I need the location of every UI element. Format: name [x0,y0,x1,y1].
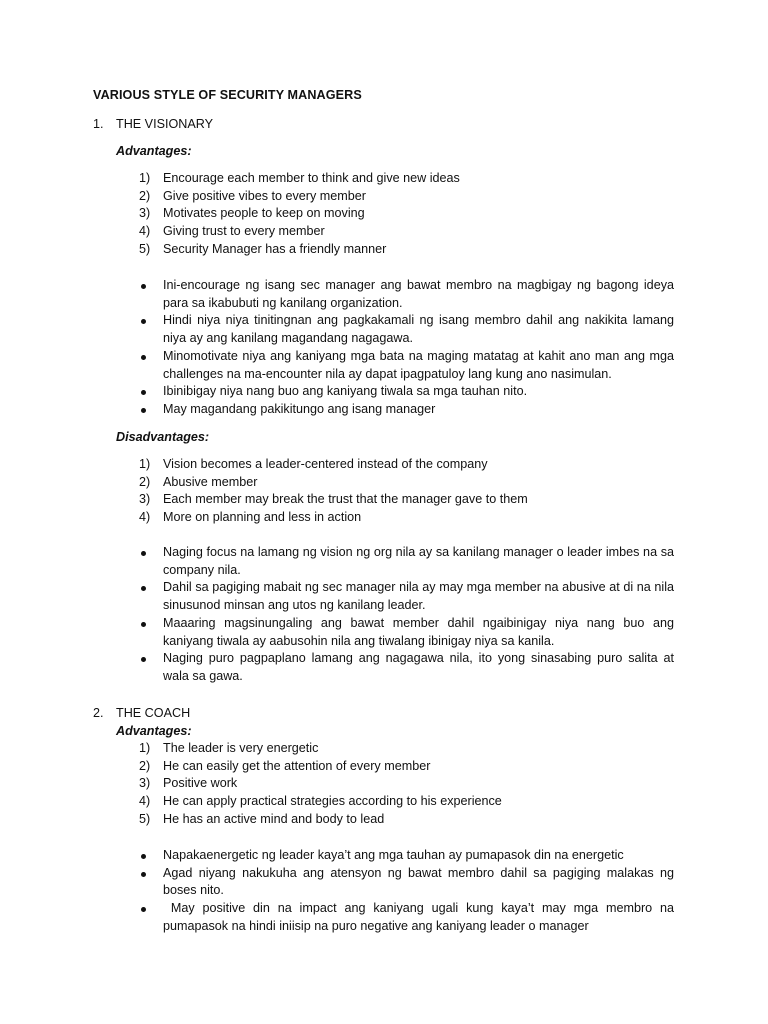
bullet-icon [141,408,146,413]
list-item [139,241,679,259]
bullet-item [139,650,674,685]
bullet-text: Hindi niya niya tinitingnan ang pagkakamali ng isang membro dahil ang nakikita lamang niya ay ang kanilang magandang nagagawa. [163,313,674,346]
item-text: Giving trust to every member [163,224,325,239]
bullet-text: Ini-encourage ng isang sec manager ang bawat membro na magbigay ng bagong ideya para sa ikabubuti ng kanilang organization. [163,278,674,310]
bullet-text: Ibinibigay niya nang buo ang kaniyang tiwala sa mga tauhan nito. [163,384,528,399]
advantages-label: Advantages: [116,724,192,738]
bullet-text: Naging focus na lamang ng vision ng org nila ay sa kanilang manager o leader imbes na sa company nila. [163,545,674,577]
list-item [139,491,679,509]
advantages-label: Advantages: [116,144,192,158]
list-item [139,170,679,188]
list-item [139,793,679,811]
section-heading-coach [93,706,190,720]
bullet-icon [141,907,146,912]
document-title: VARIOUS STYLE OF SECURITY MANAGERS [93,88,362,102]
item-number: 2) [139,474,151,489]
item-number: 5) [139,241,151,256]
bullet-item [139,277,674,312]
visionary-advantages-notes [139,277,674,419]
coach-advantages-list [139,740,679,828]
bullet-icon [141,319,146,324]
list-item [139,474,679,492]
item-text: The leader is very energetic [163,741,319,755]
list-item [139,188,679,206]
bullet-text: May positive din na impact ang kaniyang ugali kung kaya’t may mga membro na pumapasok na hindi iniisip na puro negative ang kaniyang leader o manager [163,901,678,933]
list-item [139,456,679,474]
item-number: 3) [139,776,151,791]
item-text: Security Manager has a friendly manner [163,241,387,256]
item-text: Positive work [163,776,238,791]
bullet-text: Agad niyang nakukuha ang atensyon ng bawat membro dahil sa pagiging malakas ng boses nito. [163,865,674,898]
bullet-icon [141,551,146,556]
bullet-item [139,401,674,419]
bullet-text: May magandang pakikitungo ang isang manager [163,401,436,416]
bullet-text: Naging puro pagpaplano lamang ang nagagawa nila, ito yong sinasabing puro salita at wala sa gawa. [163,651,674,683]
item-number: 1) [139,741,151,755]
item-number: 4) [139,224,151,239]
item-number: 1) [139,457,151,471]
item-number: 4) [139,794,151,809]
bullet-item [139,312,674,347]
coach-advantages-notes [139,847,678,936]
item-text: Vision becomes a leader-centered instead of the company [163,457,488,471]
item-text: He has an active mind and body to lead [163,811,385,826]
bullet-item [139,847,674,865]
list-item [139,811,679,829]
list-item [139,775,679,793]
bullet-item [139,579,674,614]
item-text: He can apply practical strategies according to his experience [163,794,502,809]
bullet-icon [141,872,146,877]
item-text: Abusive member [163,474,258,489]
item-number: 3) [139,492,151,507]
section-number: 2. [93,706,104,720]
visionary-disadvantages-list [139,456,679,527]
section-title: THE COACH [116,706,191,720]
item-text: Give positive vibes to every member [163,188,366,203]
list-item [139,740,679,758]
item-number: 5) [139,811,151,826]
item-number: 3) [139,206,151,221]
list-item [139,205,679,223]
bullet-text: Maaaring magsinungaling ang bawat member dahil ngaibinigay niya nang buo ang kaniyang tiwala ay aabusohin nila ang tiwalang ibinigay niya sa kanila. [163,615,674,648]
bullet-text: Dahil sa pagiging mabait ng sec manager nila ay may mga member na abusive at di na nila sinusunod minsan ang utos ng kanilang leader. [163,580,674,613]
item-text: Encourage each member to think and give new ideas [163,171,460,185]
item-number: 2) [139,758,151,773]
disadvantages-label: Disadvantages: [116,430,210,444]
bullet-text: Minomotivate niya ang kaniyang mga bata na maging matatag at kahit ano man ang mga challenges na ma-encounter nila ay dapat ipagpatuloy lang kung ano nasimulan. [163,348,674,381]
bullet-icon [141,284,146,289]
bullet-icon [141,854,146,859]
visionary-advantages-list [139,170,679,258]
bullet-item [139,383,674,401]
item-number: 4) [139,510,151,525]
item-number: 2) [139,188,151,203]
bullet-item [139,865,674,900]
list-item [139,758,679,776]
item-text: More on planning and less in action [163,510,362,525]
bullet-icon [141,657,146,662]
bullet-item [139,544,674,579]
bullet-icon [141,390,146,395]
bullet-item [139,900,678,935]
item-number: 1) [139,171,151,185]
visionary-disadvantages-notes [139,544,674,686]
item-text: Motivates people to keep on moving [163,206,365,221]
section-heading-visionary [93,117,213,131]
section-number: 1. [93,117,104,131]
item-text: He can easily get the attention of every member [163,758,431,773]
list-item [139,509,679,527]
section-title: THE VISIONARY [116,117,214,131]
bullet-item [139,348,674,383]
bullet-icon [141,355,146,360]
list-item [139,223,679,241]
bullet-item [139,615,674,650]
bullet-icon [141,586,146,591]
bullet-icon [141,622,146,627]
item-text: Each member may break the trust that the manager gave to them [163,492,528,507]
bullet-text: Napakaenergetic ng leader kaya’t ang mga tauhan ay pumapasok din na energetic [163,848,624,862]
